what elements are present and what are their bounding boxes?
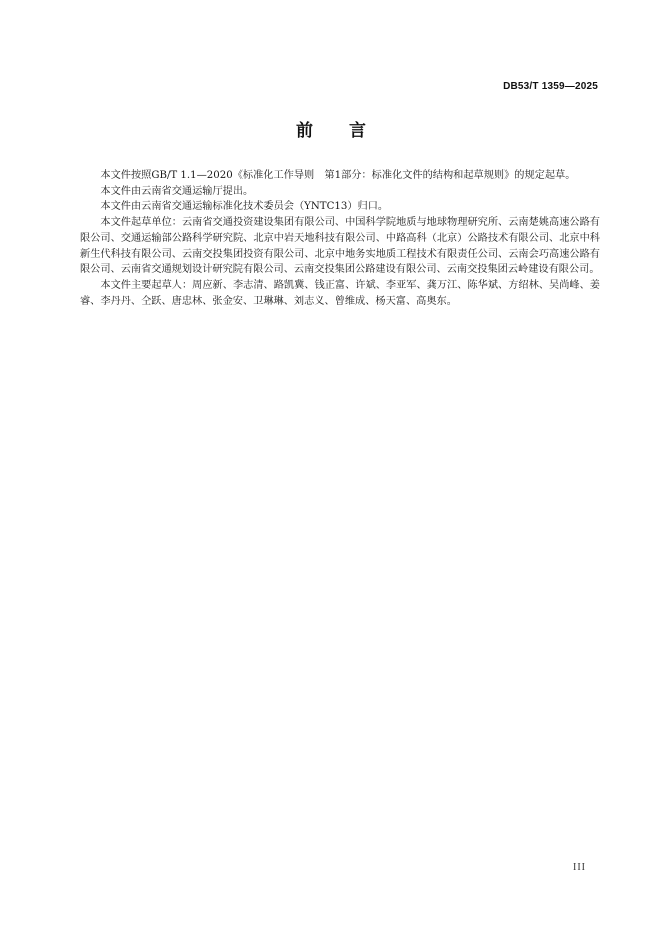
paragraph-administrator: 本文件由云南省交通运输标准化技术委员会（YNTC13）归口。 [100,201,389,213]
page-number: III [573,862,586,873]
paragraph-proposer: 本文件由云南省交通运输厅提出。 [100,185,254,197]
document-code: DB53/T 1359—2025 [503,81,598,92]
paragraph-drafting-rules: 本文件按照GB/T 1.1—2020《标准化工作导则 第1部分：标准化文件的结构和起草规则》的规定起草。 [100,170,576,181]
foreword-body [80,168,600,309]
paragraph-drafters: 本文件主要起草人：周应新、李志清、路凯冀、钱正富、许斌、李亚军、龚万江、陈华斌、方绍林、吴尚峰、姜睿、李丹丹、仝跃、唐忠林、张金安、卫琳琳、刘志义、曾维成、杨天富、高奥东。 [80,279,600,307]
page-title: 前言 [296,121,402,141]
paragraph-drafting-units: 本文件起草单位：云南省交通投资建设集团有限公司、中国科学院地质与地球物理研究所、云南楚姚高速公路有限公司、交通运输部公路科学研究院、北京中岩天地科技有限公司、中路高科（北京）公路技术有限公司、北京中科新生代科技有限公司、云南交投集团投资有限公司、北京中地务实地质工程技术有限责任公司、云南会巧高速公路有限公司、云南省交通规划设计研究院有限公司、云南交投集团公路建设有限公司、云南交投集团云岭建设有限公司。 [80,217,600,276]
